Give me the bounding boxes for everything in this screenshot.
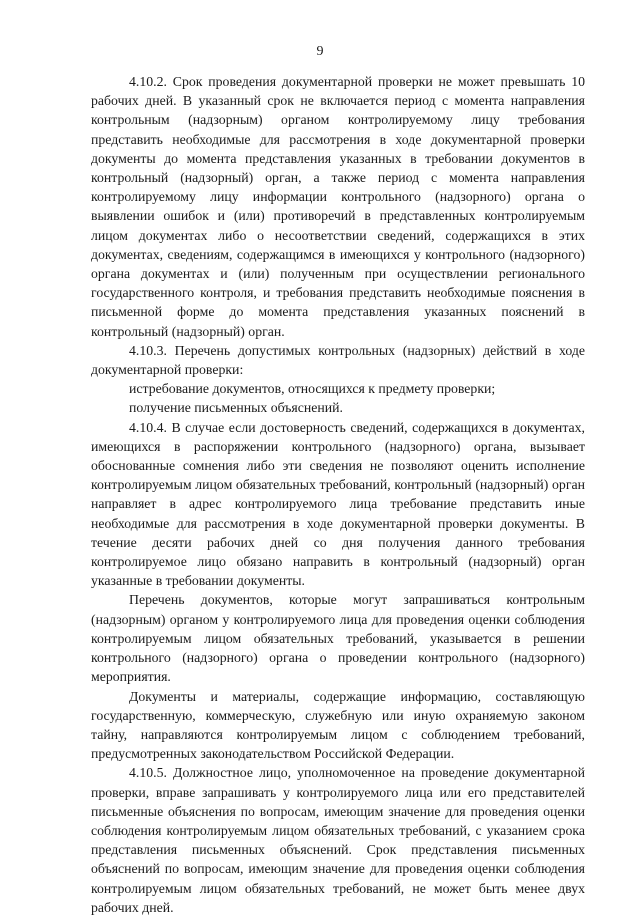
- page-number: 9: [316, 44, 324, 59]
- document-body: [91, 72, 585, 917]
- paragraph-4-10-5: 4.10.5. Должностное лицо, уполномоченное на проведение документарной проверки, вправе запрашивать у контролируемого лица или его представителей письменные объяснения по вопросам, имеющим значение для проведения оценки соблюдения контролируемым лицом обязательных требований, с указанием срока представления письменных объяснений. Срок представления письменных объяснений по вопросам, имеющим значение для проведения оценки соблюдения контролируемым лицом обязательных требований, не может быть менее двух рабочих дней.: [91, 765, 585, 915]
- paragraph-4-10-4: 4.10.4. В случае если достоверность сведений, содержащихся в документах, имеющихся в распоряжении контрольного (надзорного) органа, вызывает обоснованные сомнения либо эти сведения не позволяют оценить исполнение контролируемым лицом обязательных требований, контрольный (надзорный) орган направляет в адрес контролируемого лица требование представить иные необходимые для рассмотрения в ходе документарной проверки документы. В течение десяти рабочих дней со дня получения данного требования контролируемое лицо обязано направить в контрольный (надзорный) орган указанные в требовании документы.: [91, 419, 585, 589]
- list-item-written-explanations: получение письменных объяснений.: [129, 400, 343, 416]
- paragraph-secret-materials: Документы и материалы, содержащие информацию, составляющую государственную, коммерческую, служебную или иную охраняемую законом тайну, направляются контролируемым лицом с соблюдением требований, предусмотренных законодательством Российской Федерации.: [91, 688, 585, 762]
- paragraph-4-10-3: 4.10.3. Перечень допустимых контрольных (надзорных) действий в ходе документарной проверки:: [91, 342, 585, 378]
- paragraph-4-10-2: 4.10.2. Срок проведения документарной проверки не может превышать 10 рабочих дней. В указанный срок не включается период с момента направления контрольным (надзорным) органом контролируемому лицу требования представить необходимые для рассмотрения в ходе документарной проверки документы до момента представления указанных в требовании документов в контрольный (надзорный) орган, а также период с момента направления контролируемому лицу информации контрольного (надзорного) органа о выявлении ошибок и (или) противоречий в представленных контролируемым лицом документах либо о несоответствии сведений, содержащихся в этих документах, сведениям, содержащимся в имеющихся у контрольного (надзорного) органа документах и (или) полученным при осуществлении регионального государственного контроля, и требования представить необходимые пояснения в письменной форме до момента представления указанных пояснений в контрольный (надзорный) орган.: [91, 74, 585, 339]
- list-item-documents-request: истребование документов, относящихся к предмету проверки;: [129, 381, 496, 397]
- paragraph-documents-list: Перечень документов, которые могут запрашиваться контрольным (надзорным) органом у контролируемого лица для проведения оценки соблюдения контролируемым лицом обязательных требований, указывается в решении контрольного (надзорного) органа о проведении контрольного (надзорного) мероприятия.: [91, 592, 585, 685]
